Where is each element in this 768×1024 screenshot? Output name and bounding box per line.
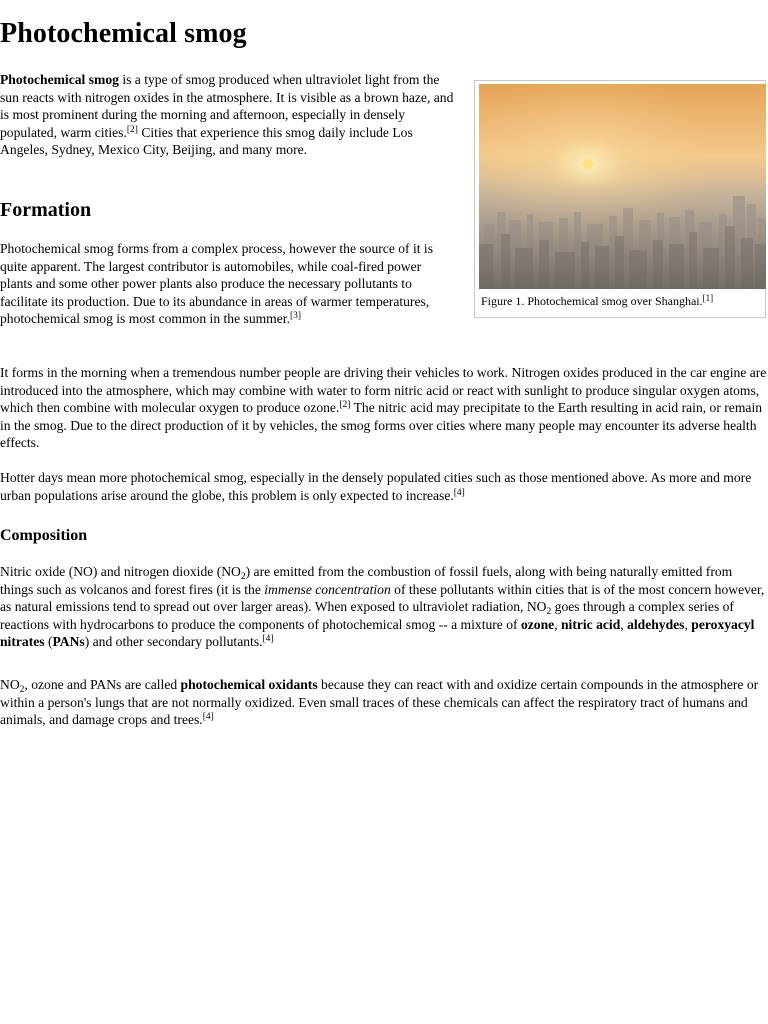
citation-link[interactable]: [3] <box>289 311 302 321</box>
composition-text: , ozone and PANs are called <box>24 677 181 692</box>
emphasis-text: immense concentration <box>264 581 391 597</box>
term-nitric-acid: nitric acid <box>560 616 621 632</box>
section-heading-formation: Formation <box>0 199 92 221</box>
intro-bold-term: Photochemical smog <box>0 72 119 87</box>
composition-text: NO <box>0 677 20 692</box>
separator: , <box>620 616 628 632</box>
formation-paragraph-3 <box>0 469 768 504</box>
formation-paragraph-2 <box>0 364 768 452</box>
shanghai-smog-image <box>479 84 766 289</box>
subscript: 2 <box>19 685 25 695</box>
composition-text: ) are emitted from the combustion of fossil fuels, along with being naturally emitted from things such as volcanos and forest fires (it is the <box>0 564 733 597</box>
figure-box <box>474 80 766 318</box>
page-title: Photochemical smog <box>0 18 247 49</box>
composition-text: goes through a complex series of reactions with hydrocarbons to produce the components of photochemical smog -- a mixture of <box>0 599 734 632</box>
formation-p3-text: Hotter days mean more photochemical smog, especially in the densely populated cities such as those mentioned above. As more and more urban populations arise around the globe, this problem is only expected to increase. <box>0 470 752 503</box>
separator: ( <box>44 634 53 649</box>
term-aldehydes: aldehydes <box>627 616 685 632</box>
composition-text: of these pollutants within cities that is of the most concern however, as natural emissions tend to spread out over larger areas). When exposed to ultraviolet radiation, NO <box>0 581 765 614</box>
composition-text: ) and other secondary pollutants. <box>84 634 263 649</box>
formation-p2-text-1: It forms in the morning when a tremendous number people are driving their vehicles to work. Nitrogen oxides produced in the car engine are introduced into the atmosphere, which may combine with water to form nitric acid or react with sunlight to produce singular oxygen atoms, which then combine with molecular oxygen to produce ozone. <box>0 365 767 415</box>
subscript: 2 <box>546 607 552 617</box>
intro-text-2: Cities that experience this smog daily include Los Angeles, Sydney, Mexico City, Beijing, and many more. <box>0 124 413 157</box>
citation-link[interactable]: [2] <box>339 400 351 410</box>
formation-p1-text: Photochemical smog forms from a complex process, however the source of it is quite apparent. The largest contributor is automobiles, while coal-fired power plants and some other power plants also produce the necessary pollutants to facilitate its production. Due to its abundance in areas of warmer temperatures, photochemical smog is most common in the summer. <box>0 241 434 326</box>
intro-text-1: is a type of smog produced when ultraviolet light from the sun reacts with nitrogen oxides in the atmosphere. It is visible as a brown haze, and is most prominent during the morning and afternoon, especially in densely populated, warm cities. <box>0 72 454 140</box>
composition-text: Nitric oxide (NO) and nitrogen dioxide (NO <box>0 564 241 579</box>
citation-link[interactable]: [4] <box>453 487 465 498</box>
separator: , <box>554 616 561 632</box>
subscript: 2 <box>240 572 246 582</box>
term-photochemical-oxidants: photochemical oxidants <box>180 677 318 692</box>
composition-paragraph-2 <box>0 676 768 729</box>
citation-link[interactable]: [2] <box>126 124 138 135</box>
term-ozone: ozone <box>520 616 555 632</box>
figure-caption-text: Figure 1. Photochemical smog over Shanghai. <box>481 294 703 308</box>
composition-text: because they can react with and oxidize certain compounds in the atmosphere or within a person's lungs that are not normally oxidized. Even small traces of these chemicals can affect the respiratory tract of humans and animals, and damage crops and trees. <box>0 677 759 727</box>
term-peroxyacyl-nitrates: peroxyacyl nitrates <box>0 616 755 649</box>
separator: , <box>684 616 692 632</box>
figure-image[interactable] <box>479 84 766 289</box>
formation-paragraph-1 <box>0 240 448 328</box>
citation-link[interactable]: [4] <box>202 712 214 722</box>
citation-link[interactable]: [1] <box>702 293 714 303</box>
citation-link[interactable]: [4] <box>262 634 274 644</box>
section-heading-composition: Composition <box>0 527 88 544</box>
intro-paragraph <box>0 71 458 159</box>
figure-caption <box>481 294 763 309</box>
formation-p2-text-2: The nitric acid may precipitate to the Earth resulting in acid rain, or remain in the smog. Due to the direct production of it by vehicles, the smog forms over cities where many people may encounter its adverse health effects. <box>0 400 763 450</box>
term-pans: PANs <box>52 634 85 649</box>
composition-paragraph-1 <box>0 563 768 651</box>
